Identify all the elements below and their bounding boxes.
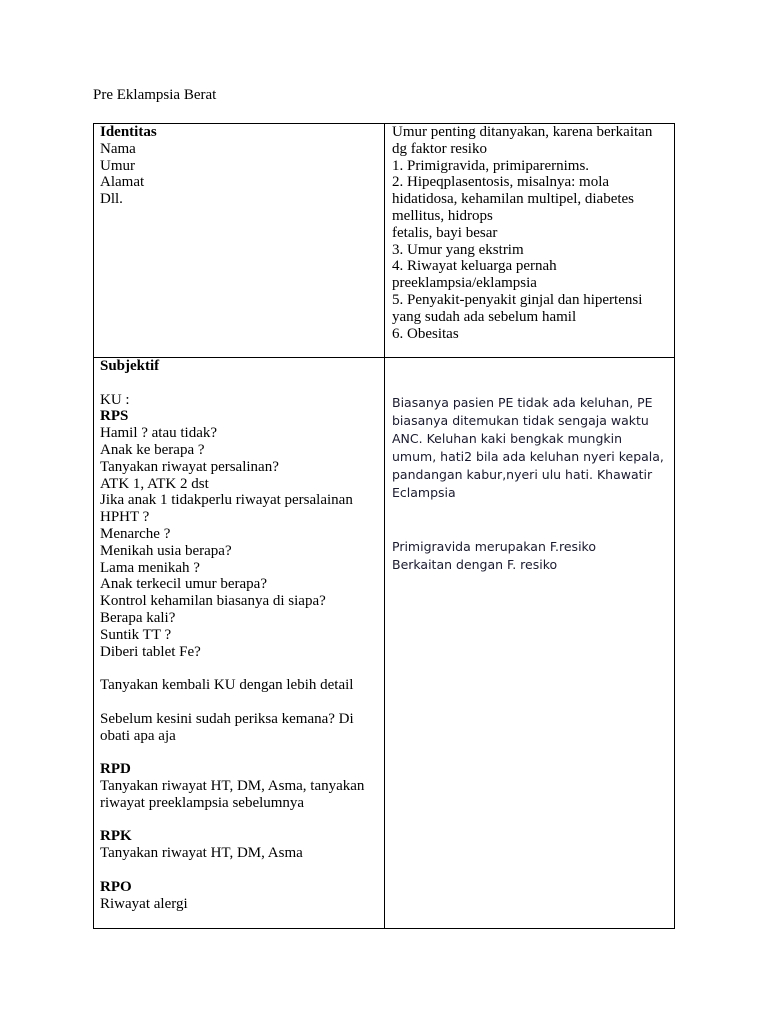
keluhan-line: Biasanya pasien PE tidak ada keluhan, PE: [392, 395, 653, 410]
rpd-line: riwayat preeklampsia sebelumnya: [100, 794, 305, 811]
subjektif-heading: Subjektif: [100, 358, 160, 374]
note-line: 4. Riwayat keluarga pernah: [392, 258, 557, 275]
rps-item: Lama menikah ?: [100, 559, 200, 576]
rps-item: Diberi tablet Fe?: [100, 643, 201, 660]
periksa-line: obati apa aja: [100, 727, 176, 744]
note-line: mellitus, hidrops: [392, 207, 493, 224]
rps-item: Suntik TT ?: [100, 626, 172, 643]
rpk-line: Tanyakan riwayat HT, DM, Asma: [100, 845, 303, 862]
identitas-cell: [100, 124, 157, 208]
identitas-item: Alamat: [100, 174, 145, 191]
rpo-line: Riwayat alergi: [100, 895, 188, 912]
subjektif-notes-cell: [392, 394, 664, 574]
identitas-heading: Identitas: [100, 124, 157, 140]
rps-item: Jika anak 1 tidakperlu riwayat persalainan: [100, 492, 353, 509]
column-divider: [384, 124, 385, 928]
note-line: hidatidosa, kehamilan multipel, diabetes: [392, 191, 635, 208]
ku-detail-line: Tanyakan kembali KU dengan lebih detail: [100, 677, 354, 694]
note-line: Umur penting ditanyakan, karena berkaitan: [392, 124, 653, 140]
resiko-line: Berkaitan dengan F. resiko: [392, 557, 558, 572]
rps-item: Menarche ?: [100, 525, 171, 542]
note-line: 2. Hipeqplasentosis, misalnya: mola: [392, 174, 610, 191]
keluhan-line: pandangan kabur,nyeri ulu hati. Khawatir: [392, 467, 653, 482]
ku-label: KU :: [100, 391, 130, 408]
rps-item: Berapa kali?: [100, 609, 176, 626]
keluhan-line: ANC. Keluhan kaki bengkak mungkin: [392, 431, 623, 446]
note-line: 3. Umur yang ekstrim: [392, 241, 524, 258]
note-line: preeklampsia/eklampsia: [392, 275, 537, 292]
resiko-line: Primigravida merupakan F.resiko: [392, 539, 596, 554]
rpd-line: Tanyakan riwayat HT, DM, Asma, tanyakan: [100, 777, 365, 794]
keluhan-line: Eclampsia: [392, 485, 456, 500]
identitas-item: Umur: [100, 157, 135, 174]
rps-item: Kontrol kehamilan biasanya di siapa?: [100, 593, 326, 610]
identitas-item: Dll.: [100, 191, 123, 208]
anamnesis-table: [93, 123, 675, 929]
rpo-heading: RPO: [100, 878, 132, 895]
identitas-item: Nama: [100, 140, 136, 157]
note-line: fetalis, bayi besar: [392, 224, 498, 241]
rps-item: Anak ke berapa ?: [100, 441, 205, 458]
note-line: 5. Penyakit-penyakit ginjal dan hipertensi: [392, 291, 643, 308]
rps-item: Hamil ? atau tidak?: [100, 425, 218, 442]
rpk-heading: RPK: [100, 828, 132, 845]
rps-item: Menikah usia berapa?: [100, 542, 232, 559]
note-line: yang sudah ada sebelum hamil: [392, 308, 577, 325]
rps-item: HPHT ?: [100, 509, 150, 526]
rpd-heading: RPD: [100, 761, 131, 778]
subjektif-cell: [100, 358, 364, 912]
note-line: 1. Primigravida, primiparernims.: [392, 157, 590, 174]
rps-item: Tanyakan riwayat persalinan?: [100, 458, 279, 475]
note-line: 6. Obesitas: [392, 325, 459, 342]
keluhan-line: biasanya ditemukan tidak sengaja waktu: [392, 413, 649, 428]
rps-heading: RPS: [100, 408, 129, 425]
rps-item: Anak terkecil umur berapa?: [100, 576, 267, 593]
identitas-notes-cell: [392, 124, 652, 342]
periksa-line: Sebelum kesini sudah periksa kemana? Di: [100, 710, 354, 727]
keluhan-line: umum, hati2 bila ada keluhan nyeri kepala,: [392, 449, 664, 464]
rps-item: ATK 1, ATK 2 dst: [100, 475, 209, 492]
note-line: dg faktor resiko: [392, 140, 487, 157]
page-title: Pre Eklampsia Berat: [93, 87, 217, 103]
